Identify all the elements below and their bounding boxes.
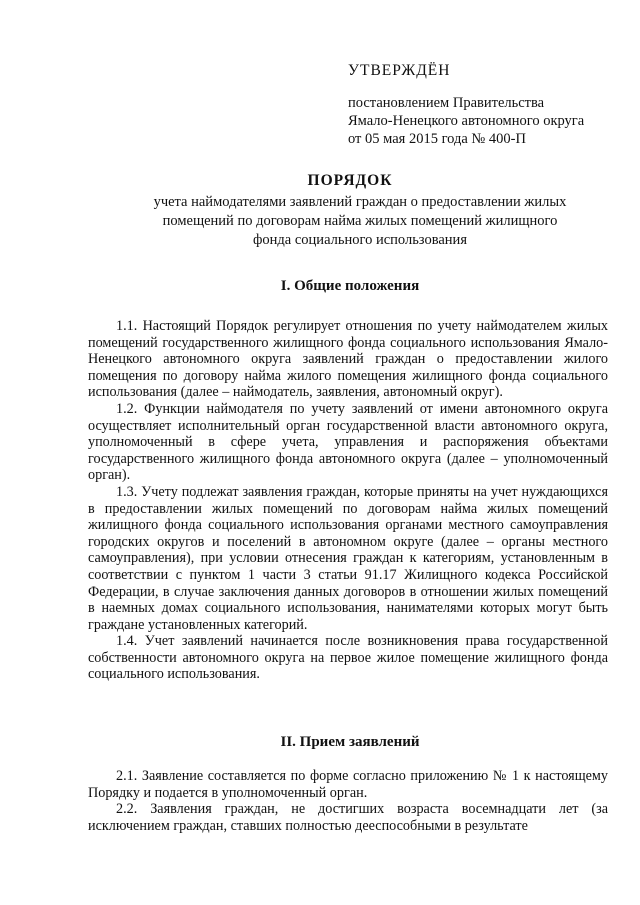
approval-line: постановлением Правительства	[348, 95, 545, 111]
paragraph-2-2: 2.2. Заявления граждан, не достигших возраста восемнадцати лет (за исключением граждан, ставших полностью дееспособными в результате	[88, 801, 608, 834]
approval-heading: УТВЕРЖДЁН	[348, 62, 451, 79]
paragraph-1-4: 1.4. Учет заявлений начинается после возникновения права государственной собственности автономного округа на первое жилое помещение жилищного фонда социального использования.	[88, 633, 608, 683]
paragraph-1-3: 1.3. Учету подлежат заявления граждан, которые приняты на учет нуждающихся в предоставлении жилых помещений по договорам найма жилых помещений жилищного фонда социального использования органами местного самоуправления городских округов и поселений в автономном округе (далее – органы местного самоуправления), при условии отнесения граждан к категориям, установленным в соответствии с пунктом 1 части 3 статьи 91.17 Жилищного кодекса Российской Федерации, в случае заключения данных договоров в отношении жилых помещений в наемных домах социального использования, нанимателями которых могут быть граждане установленных категорий.	[88, 483, 608, 633]
document-subtitle: учета наймодателями заявлений граждан о предоставлении жилых помещений по договорам найма жилых помещений жилищного фонда социального использования	[153, 194, 567, 248]
approval-block	[348, 62, 618, 148]
section-heading-general: I. Общие положения	[280, 278, 420, 294]
approval-line: Ямало-Ненецкого автономного округа	[348, 113, 585, 129]
paragraph-1-2: 1.2. Функции наймодателя по учету заявлений от имени автономного округа осуществляет исполнительный орган государственной власти автономного округа, уполномоченный в сфере учета, управления и распоряжения объектами государственного жилищного фонда автономного округа (далее – уполномоченный орган).	[88, 400, 608, 484]
approval-line: от 05 мая 2015 года № 400-П	[348, 131, 526, 147]
section-heading-applications: II. Прием заявлений	[280, 734, 420, 750]
paragraph-1-1: 1.1. Настоящий Порядок регулирует отношения по учету наймодателем жилых помещений государственного жилищного фонда социального использования Ямало-Ненецкого автономного округа заявлений граждан о предоставлении жилого помещения по договору найма жилого помещения жилищного фонда социального использования (далее – наймодатель, заявления, автономный округ).	[88, 318, 608, 401]
paragraph-2-1: 2.1. Заявление составляется по форме согласно приложению № 1 к настоящему Порядку и подается в уполномоченный орган.	[88, 768, 608, 801]
section-general-body	[88, 318, 608, 683]
document-title: ПОРЯДОК	[307, 172, 393, 189]
section-applications-body	[88, 768, 608, 834]
